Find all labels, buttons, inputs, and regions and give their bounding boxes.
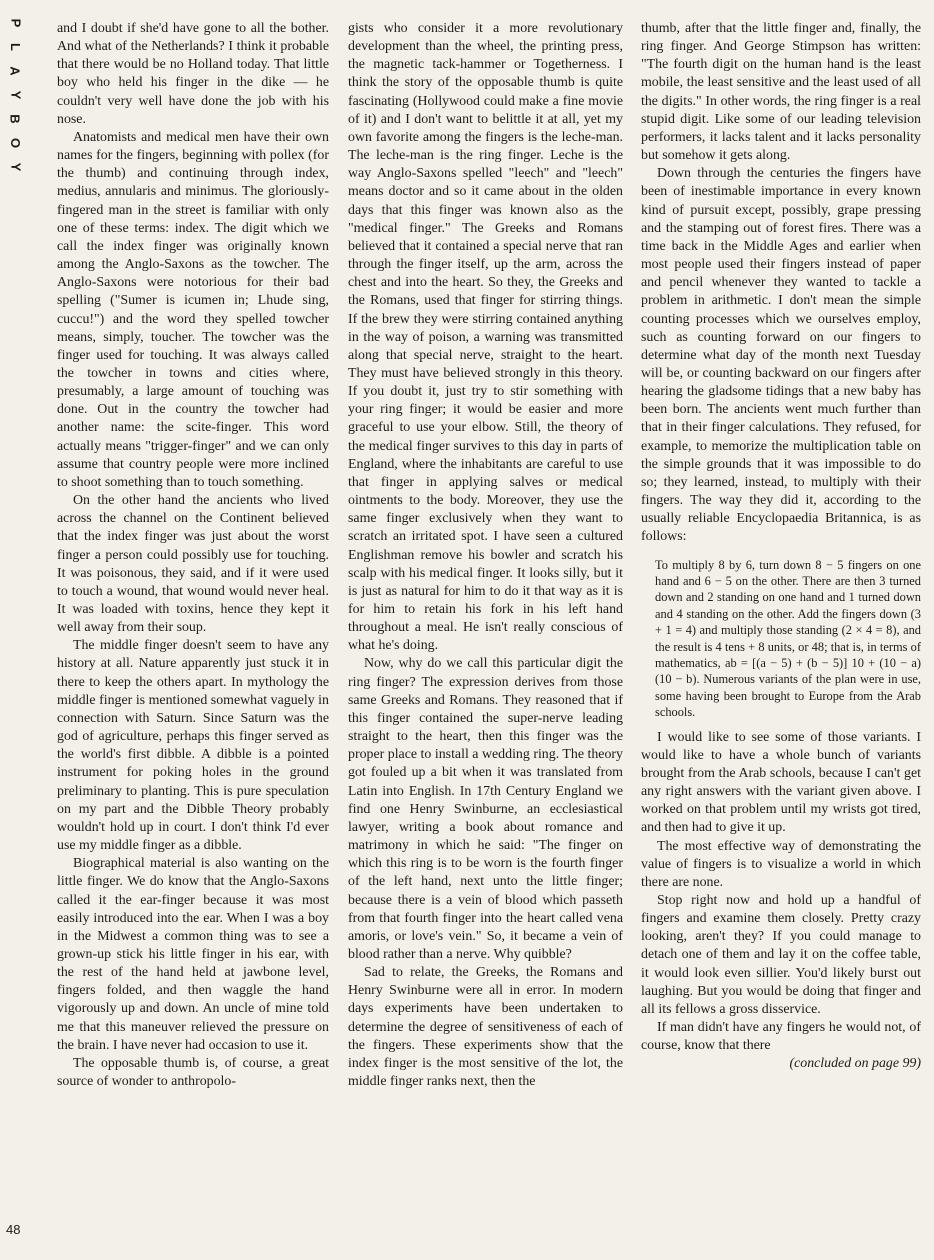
paragraph: On the other hand the ancients who lived across the channel on the Continent believed that the index finger was just about the worst finger a person could possibly use for touching. It was poisonous, they said, and if it were used to touch a wound, that wound would never heal. It was loaded with toxins, hence they kept it well away from their soup. bbox=[57, 493, 329, 636]
paragraph: gists who consider it a more revolutionary development than the wheel, the printing press, the magnetic tack-hammer or Togetherness. I think the story of the opposable thumb is quite fascinating (Hollywood could make a fine movie of it) and I don't want to belittle it at all, yet my own favorite among the fingers is the leche-man. The leche-man is the ring finger. Leche is the way Anglo-Saxons spelled "leech" and "leech" means doctor and so it came about in the olden days that this finger was known also as the "medical finger." The Greeks and Romans believed that it contained a special nerve that ran through the finger itself, up the arm, across the chest and into the heart. So they, the Greeks and the Romans, used that finger for stirring things. If the brew they were stirring contained anything in the way of poison, a warning was transmitted along that special nerve, straight to the heart. They must have believed strongly in this theory. If you doubt it, just try to stir something with your ring finger; it would be easier and more graceful to use your elbow. Still, the theory of the medical finger survives to this day in parts of England, where the inhabitants are careful to use that finger in applying salves or medical ointments to the body. Moreover, they use the same finger exclusively when they want to scratch an irritated spot. I have seen a cultured Englishman remove his bowler and scratch his scalp with his medical finger. It looks silly, but it is just as natural for him to do it that way as it is for him to retain his fork in his left hand throughout a meal. He isn't really conscious of what he's doing. bbox=[348, 21, 623, 654]
letter-l: L bbox=[7, 43, 23, 51]
magazine-name-vertical bbox=[6, 14, 24, 176]
letter-p: P bbox=[7, 18, 23, 28]
paragraph: Stop right now and hold up a handful of fingers and examine them closely. Pretty crazy looking, aren't they? If you could manage to detach one of them and lay it on the coffee table, it would look even sillier. You'd likely burst out laughing. But you would be doing that finger and all its fellows a gross disservice. bbox=[641, 893, 921, 1017]
letter-b: B bbox=[7, 114, 23, 124]
column-2 bbox=[348, 20, 623, 1091]
paragraph: The middle finger doesn't seem to have any history at all. Nature apparently just stuck it in there to keep the others apart. In mythology the middle finger is mentioned somewhat vaguely in connection with Saturn. Since Saturn was the god of agriculture, perhaps this finger served as the world's first dibble. A dibble is a pointed instrument for poking holes in the ground preliminary to planting. This is pure speculation on my part and the Dibble Theory probably wouldn't hold up in court. I don't think I'd ever use my middle finger as a dibble. bbox=[57, 638, 329, 854]
paragraph: The most effective way of demonstrating the value of fingers is to visualize a world in which there are none. bbox=[641, 838, 921, 890]
continuation-note: (concluded on page 99) bbox=[789, 1056, 921, 1072]
paragraph: thumb, after that the little finger and, finally, the ring finger. And George Stimpson has written: "The fourth digit on the human hand is the least mobile, the least sensitive and the least used of all the digits." In other words, the ring finger is a real stupid digit. Like some of our leading television performers, it lacks talent and it lacks personality but somehow it gets along. bbox=[641, 21, 921, 164]
letter-a: A bbox=[7, 66, 23, 76]
letter-o: O bbox=[8, 137, 23, 149]
page-number: 48 bbox=[6, 1222, 21, 1237]
paragraph: Now, why do we call this particular digit the ring finger? The expression derives from those same Greeks and Romans. They reasoned that if this finger contained the super-nerve leading straight to the heart, then this finger was the proper place to install a wedding ring. The theory got fouled up a bit when it was translated from Latin into English. In 17th Century England we find one Henry Swinburne, an ecclesiastical lawyer, writing a book about romance and matrimony in which he said: "The finger on which this ring is to be worn is the fourth finger of the left hand, next unto the little finger; because there is a vein of blood which passeth from that fourth finger into the heart called vena amoris, or love's vein." So, it became a vein of blood rather than a nerve. Why quibble? bbox=[348, 656, 623, 962]
paragraph: Down through the centuries the fingers have been of inestimable importance in every known kind of pursuit except, possibly, grape pressing and the stamping out of forest fires. There was a time back in the Middle Ages and earlier when most people used their fingers instead of paper and pencil whenever they wanted to tackle a problem in arithmetic. I don't mean the simple counting processes which we ourselves employ, such as counting forward on our fingers to determine what day of the month next Tuesday will be, or counting backward on our fingers after hearing the gladsome tidings that a new baby has been born. The ancients went much further than that in their finger calculations. They refused, for example, to memorize the multiplication table on the simple grounds that it was impossible to do so; they learned, instead, to multiply with their fingers. The way they did it, according to the usually reliable Encyclopaedia Britannica, is as follows: bbox=[641, 166, 921, 545]
paragraph: Anatomists and medical men have their own names for the fingers, beginning with pollex (for the thumb) and continuing through index, medius, annularis and minimus. The gloriously-fingered man in the street is familiar with only one of these terms: index. The digit which we call the index finger was originally known among the Anglo-Saxons as the towcher. The Anglo-Saxons were notorious for their bad spelling ("Sumer is icumen in; Lhude sing, cuccu!") and the word they spelled towcher means, simply, toucher. The towcher was the finger used for touching. It was always called the towcher in towns and cities where, presumably, a large amount of touching was done. Out in the country the towcher had another name: the scite-finger. This word actually means "trigger-finger" and we can only assume that country people were more inclined to shoot something than to touch something. bbox=[57, 129, 329, 490]
letter-y2: Y bbox=[7, 162, 23, 172]
paragraph: If man didn't have any fingers he would not, of course, know that there bbox=[641, 1020, 921, 1054]
paragraph: and I doubt if she'd have gone to all the bother. And what of the Netherlands? I think it probable that there would be no Holland today. That little boy who held his finger in the dike — he couldn't very well have done the job with his nose. bbox=[57, 21, 329, 127]
paragraph: I would like to see some of those variants. I would like to have a whole bunch of variants brought from the Arab schools, because I can't get any right answers with the variant given above. I worked on that problem until my wrists got tired, and then had to give it up. bbox=[641, 729, 921, 836]
encyclopedia-quote: To multiply 8 by 6, turn down 8 − 5 fingers on one hand and 6 − 5 on the other. There are then 3 turned down and 2 standing on one hand and 1 turned down and 4 standing on the other. Add the fingers down (3 + 1 = 4) and multiply those standing (2 × 4 = 8), and the result is 4 tens + 8 units, or 48; that is, in terms of mathematics, ab = [(a − 5) + (b − 5)] 10 + (10 − a) (10 − b). Numerous variants of the plan were in use, some having been brought to Europe from the Arab schools. bbox=[655, 557, 921, 720]
column-3 bbox=[641, 20, 921, 1074]
column-1 bbox=[57, 20, 329, 1091]
letter-y: Y bbox=[7, 90, 23, 100]
paragraph: Biographical material is also wanting on the little finger. We do know that the Anglo-Saxons called it the ear-finger because it was most easily introduced into the ear. When I was a boy in the Midwest a common thing was to see a grown-up stick his little finger in his ear, with the rest of the hand held at jawbone level, fingers folded, and then waggle the hand vigorously up and down. An uncle of mine told me that this maneuver relieved the pressure on the brain. I have never had occasion to use it. bbox=[57, 856, 329, 1053]
paragraph: The opposable thumb is, of course, a great source of wonder to anthropolo- bbox=[57, 1055, 329, 1090]
paragraph: Sad to relate, the Greeks, the Romans and Henry Swinburne were all in error. In modern days experiments have been undertaken to determine the degree of sensitiveness of each of the fingers. These experiments show that the index finger is the most sensitive of the lot, the middle finger ranks next, then the bbox=[348, 965, 623, 1090]
